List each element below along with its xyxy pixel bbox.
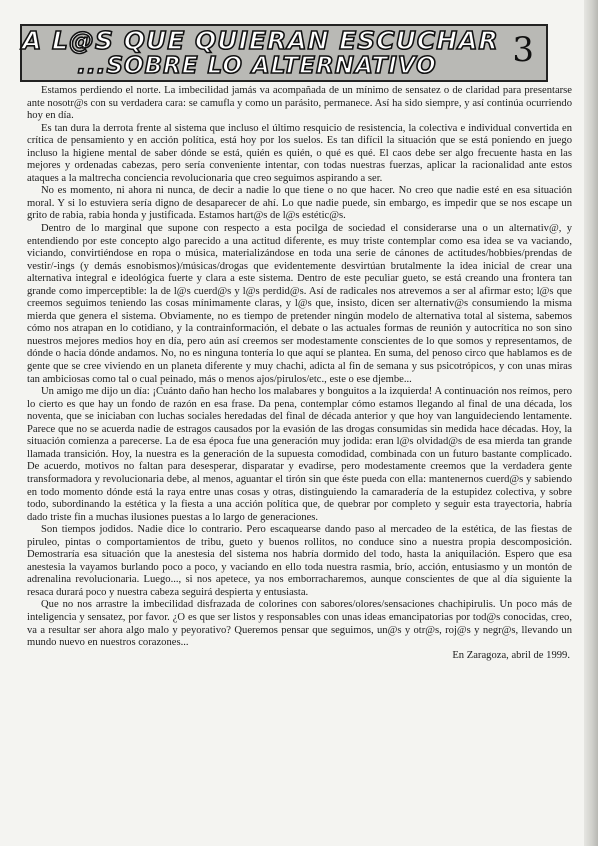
signature-line: En Zaragoza, abril de 1999. (452, 649, 570, 661)
headline-line-2: ...SOBRE LO ALTERNATIVO (77, 53, 437, 79)
article-body (27, 85, 572, 662)
paragraph: Que no nos arrastre la imbecilidad disfrazada de colorines con sabores/olores/sensaciones chachipirulis. Un poco más de inteligencia y sensatez, por favor. ¿O es que ser listos y responsables con unas ideas emancipatorias por tod@s conocidas, creo, va a resultar ser ahora algo malo y peyorativo? Queremos pensar que seguimos, un@s y otr@s, roj@s y negr@s, llevando un mundo nuevo en nuestros corazones... (27, 599, 572, 649)
paragraph: Son tiempos jodidos. Nadie dice lo contrario. Pero escaquearse dando paso al mercadeo de la estética, de las fiestas de piruleo, pintas o comportamientos de tribu, gueto y buenos rollitos, no conduce sino a nuestra propia descomposición. Demostraría esa situación que la anestesia del sistema nos habría dormido del todo, hasta la aniquilación. Espero que esa anestesia la vayamos burlando poco a poco, y vaciando en ello toda nuestra rasmia, brío, acción, entusiasmo y un montón de adrenalina revolucionaria. Luego..., si nos apetece, ya nos emborracharemos, aunque conscientes de que al día siguiente la resaca durará poco y nuestra cabeza seguirá despierta y entusiasta. (27, 524, 572, 598)
paragraph: Dentro de lo marginal que supone con respecto a esta pocilga de sociedad el considerarse una o un alternativ@, y entendiendo por este concepto algo parecido a una actitud diferente, es muy triste contemplar como esa idea se va vaciando, viciando, convirtiéndose en ropa o música, materializándose en toda una serie de cánones de actitudes/hobbies/prendas de vestir/-ings (y demás esnobismos)/músicas/drogas que evidentemente desvirtúan brutalmente la idea inicial de crear una alternativa integral e ideológica fuerte y clara a este sistema. Dentro de este peculiar gueto, se está creando una frontera tan grande como imperceptible: la de l@s cuerd@s y l@s perdid@s. Así de radicales nos atrevemos a ser al afirmar esto; l@s que creemos seguimos teniendo las cosas mínimamente claras, y l@s que, insisto, dicen ser alternativ@s consumiendo la misma mierda que genera el sistema. Obviamente, no es tiempo de pretender ningún modelo de alternativa total al sistema, sabemos cómo nos atrapan en lo cotidiano, y la contrainformación, el debate o las actuales formas de reunión y autocrítica no son sino nuestros mejores medios hoy en día, pero aún así creemos ser modestamente conscientes de lo que somos y representamos, de dónde o hacia dónde andamos. No, no es ninguna tontería lo que aquí se plantea. En suma, del penoso circo que hablamos es de gente que se cree viviendo en un planeta diferente y muy chachi, adicta al fin de semana y sus psicotrópicos, y con unas miras tan ambiciosas como tal o cual peinado, más o menos ajos/pirulos/etc., este o ese djembe... (27, 223, 572, 385)
paragraph: Es tan dura la derrota frente al sistema que incluso el último resquicio de resistencia, la colectiva e individual convertida en crítica de pensamiento y en acción política, está hoy por los suelos. Es tan difícil la situación que se está poniendo en juego incluso la higiene mental de saber dónde se está, quién es quién, o qué es qué. El caos debe ser algo frecuente hasta en las mejores y ordenadas cabezas, pero sería conveniente intentar, con todas nuestras fuerzas, aplicar la racionalidad ante estos ataques a la maltrecha conciencia revolucionaria que creo seguimos aspirando a ser. (27, 122, 572, 184)
article-header (20, 24, 548, 82)
page-number: 3 (512, 30, 534, 70)
page-edge (584, 0, 598, 846)
paragraph: Un amigo me dijo un día: ¡Cuánto daño han hecho los malabares y bonguitos a la izquierda! A continuación nos reímos, pero lo cierto es que hay un fondo de razón en esa frase. Da pena, contemplar cómo estamos llegando al final de una década, los noventa, que se iniciaban con luchas sociales heredadas del final de década anterior y que hoy van languideciendo lentamente. Parece que no se acuerda nadie de estragos causados por la evasión de las drogas consumidas sin medida hace décadas. Hoy, la situación comienza a parecerse. La de esa época fue una generación muy jodida: eran l@s olvidad@s de esa mierda tan grande llamada transición. Hoy, la nuestra es la generación de la supuesta comodidad, combinada con un futuro bastante complicado. De acuerdo, motivos no faltan para desesperar, disparatar y evadirse, pero modestamente creemos que la verdadera gente transformadora y revolucionaria debe, al menos, aguantar el tirón sin que éste pueda con ella: mantenernos cuerd@s y sabiendo en todo momento dónde está la raya entre unas cosas y otras, distinguiendo la camaradería de la estupidez colectiva, y sobre todo, subordinando la estética y la fiesta a una acción política que, de quebrar por completo y seguir esta trayectoria, habría dado triste fin a muchas ilusiones puestas a lo largo de generaciones. (27, 386, 572, 523)
paragraph: Estamos perdiendo el norte. La imbecilidad jamás va acompañada de un mínimo de sensatez o de claridad para presentarse ante nosotr@s con su verdadera cara: se camufla y como un parásito, permanece. Así ha sido siempre, y así continúa ocurriendo hoy en día. (27, 85, 572, 122)
paragraph: No es momento, ni ahora ni nunca, de decir a nadie lo que tiene o no que hacer. No creo que nadie esté en esa situación moral. Y si lo estuviera sería digno de desaparecer de ahí. Lo que nadie puede, sin embargo, es impedir que se nos escape un grito de rabia, rabia honda y justificada. Estamos hart@s de l@s estétic@s. (27, 185, 572, 222)
headline-line-1: A L@S QUE QUIERAN ESCUCHAR (22, 26, 499, 55)
